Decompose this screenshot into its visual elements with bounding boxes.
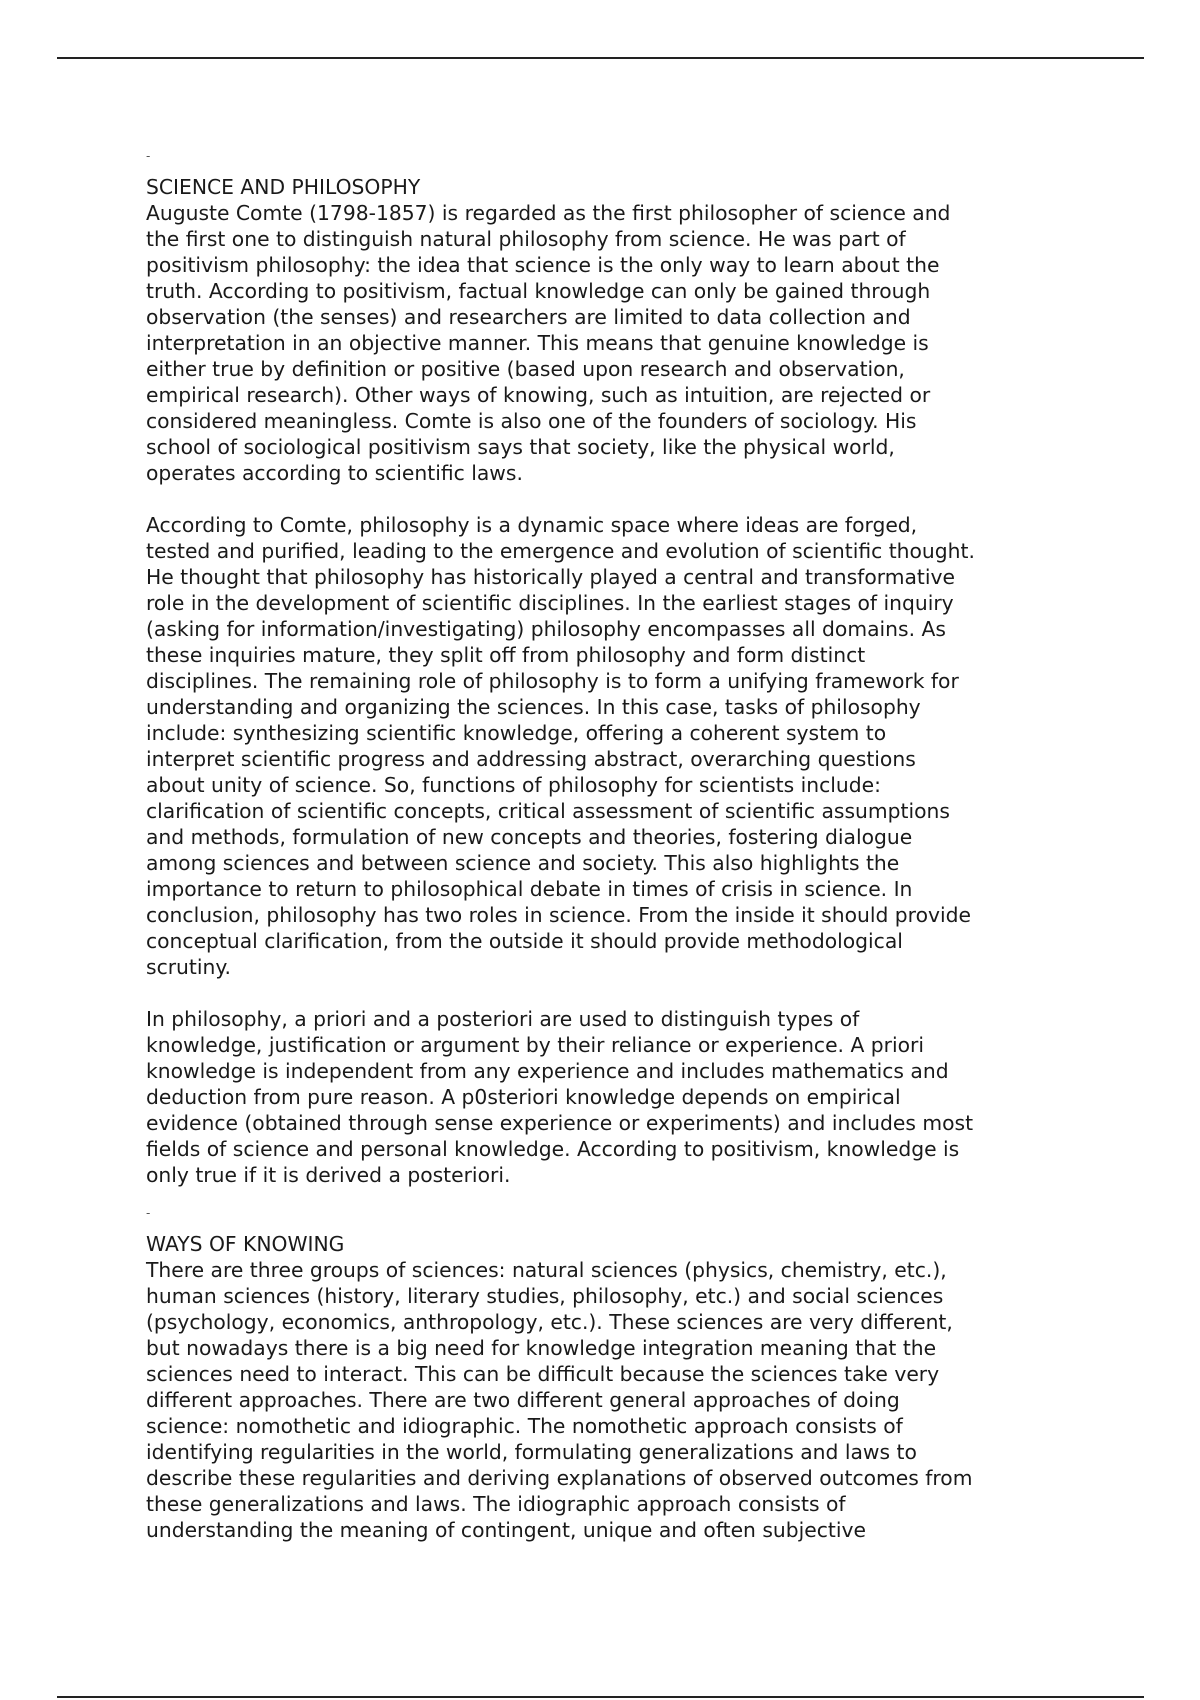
section-heading: SCIENCE AND PHILOSOPHY bbox=[146, 175, 421, 199]
paragraph-a-priori-a-posteriori: In philosophy, a priori and a posteriori are used to distinguish types of knowledge, justification or argument by their reliance or experience. A priori knowledge is independent from any experience and includes mathematics and deduction from pure reason. A p0steriori knowledge depends on empirical evidence (obtained through sense experience or experiments) and includes most fields of science and personal knowledge. According to positivism, knowledge is only true if it is derived a posteriori. bbox=[146, 1007, 974, 1187]
paragraph-role-of-philosophy: According to Comte, philosophy is a dynamic space where ideas are forged, tested and purified, leading to the emergence and evolution of scientific thought. He thought that philosophy has historically played a central and transformative role in the development of scientific disciplines. In the earliest stages of inquiry (asking for information/investigating) philosophy encompasses all domains. As these inquiries mature, they split off from philosophy and form distinct disciplines. The remaining role of philosophy is to form a unifying framework for understanding and organizing the sciences. In this case, tasks of philosophy include: synthesizing scientific knowledge, offering a coherent system to interpret scientific progress and addressing abstract, overarching questions about unity of science. So, functions of philosophy for scientists include: clarification of scientific concepts, critical assessment of scientific assumptions and methods, formulation of new concepts and theories, fostering dialogue among sciences and between science and society. This also highlights the importance to return to philosophical debate in times of crisis in science. In conclusion, philosophy has two roles in science. From the inside it should provide conceptual clarification, from the outside it should provide methodological scrutiny. bbox=[146, 513, 975, 979]
section-spacer bbox=[146, 1188, 1066, 1205]
top-rule bbox=[57, 57, 1144, 59]
section-marker: - bbox=[146, 149, 151, 163]
paragraph-groups-of-sciences: There are three groups of sciences: natural sciences (physics, chemistry, etc.), human sciences (history, literary studies, philosophy, etc.) and social sciences (psychology, economics, anthropology, etc.). These sciences are very different, but nowadays there is a big need for knowledge integration meaning that the sciences need to interact. This can be difficult because the sciences take very different approaches. There are two different general approaches of doing science: nomothetic and idiographic. The nomothetic approach consists of identifying regularities in the world, formulating generalizations and laws to describe these regularities and deriving explanations of observed outcomes from these generalizations and laws. The idiographic approach consists of understanding the meaning of contingent, unique and often subjective bbox=[146, 1258, 973, 1542]
paragraph-comte-positivism: Auguste Comte (1798-1857) is regarded as the first philosopher of science and the first one to distinguish natural philosophy from science. He was part of positivism philosophy: the idea that science is the only way to learn about the truth. According to positivism, factual knowledge can only be gained through observation (the senses) and researchers are limited to data collection and interpretation in an objective manner. This means that genuine knowledge is either true by definition or positive (based upon research and observation, empirical research). Other ways of knowing, such as intuition, are rejected or considered meaningless. Comte is also one of the founders of sociology. His school of sociological positivism says that society, like the physical world, operates according to scientific laws. bbox=[146, 201, 951, 485]
section-heading: WAYS OF KNOWING bbox=[146, 1232, 345, 1256]
section-science-and-philosophy bbox=[146, 148, 1066, 1188]
section-marker: - bbox=[146, 1206, 151, 1220]
section-ways-of-knowing bbox=[146, 1205, 1066, 1543]
document-body bbox=[146, 148, 1066, 1543]
bottom-rule bbox=[57, 1696, 1144, 1698]
